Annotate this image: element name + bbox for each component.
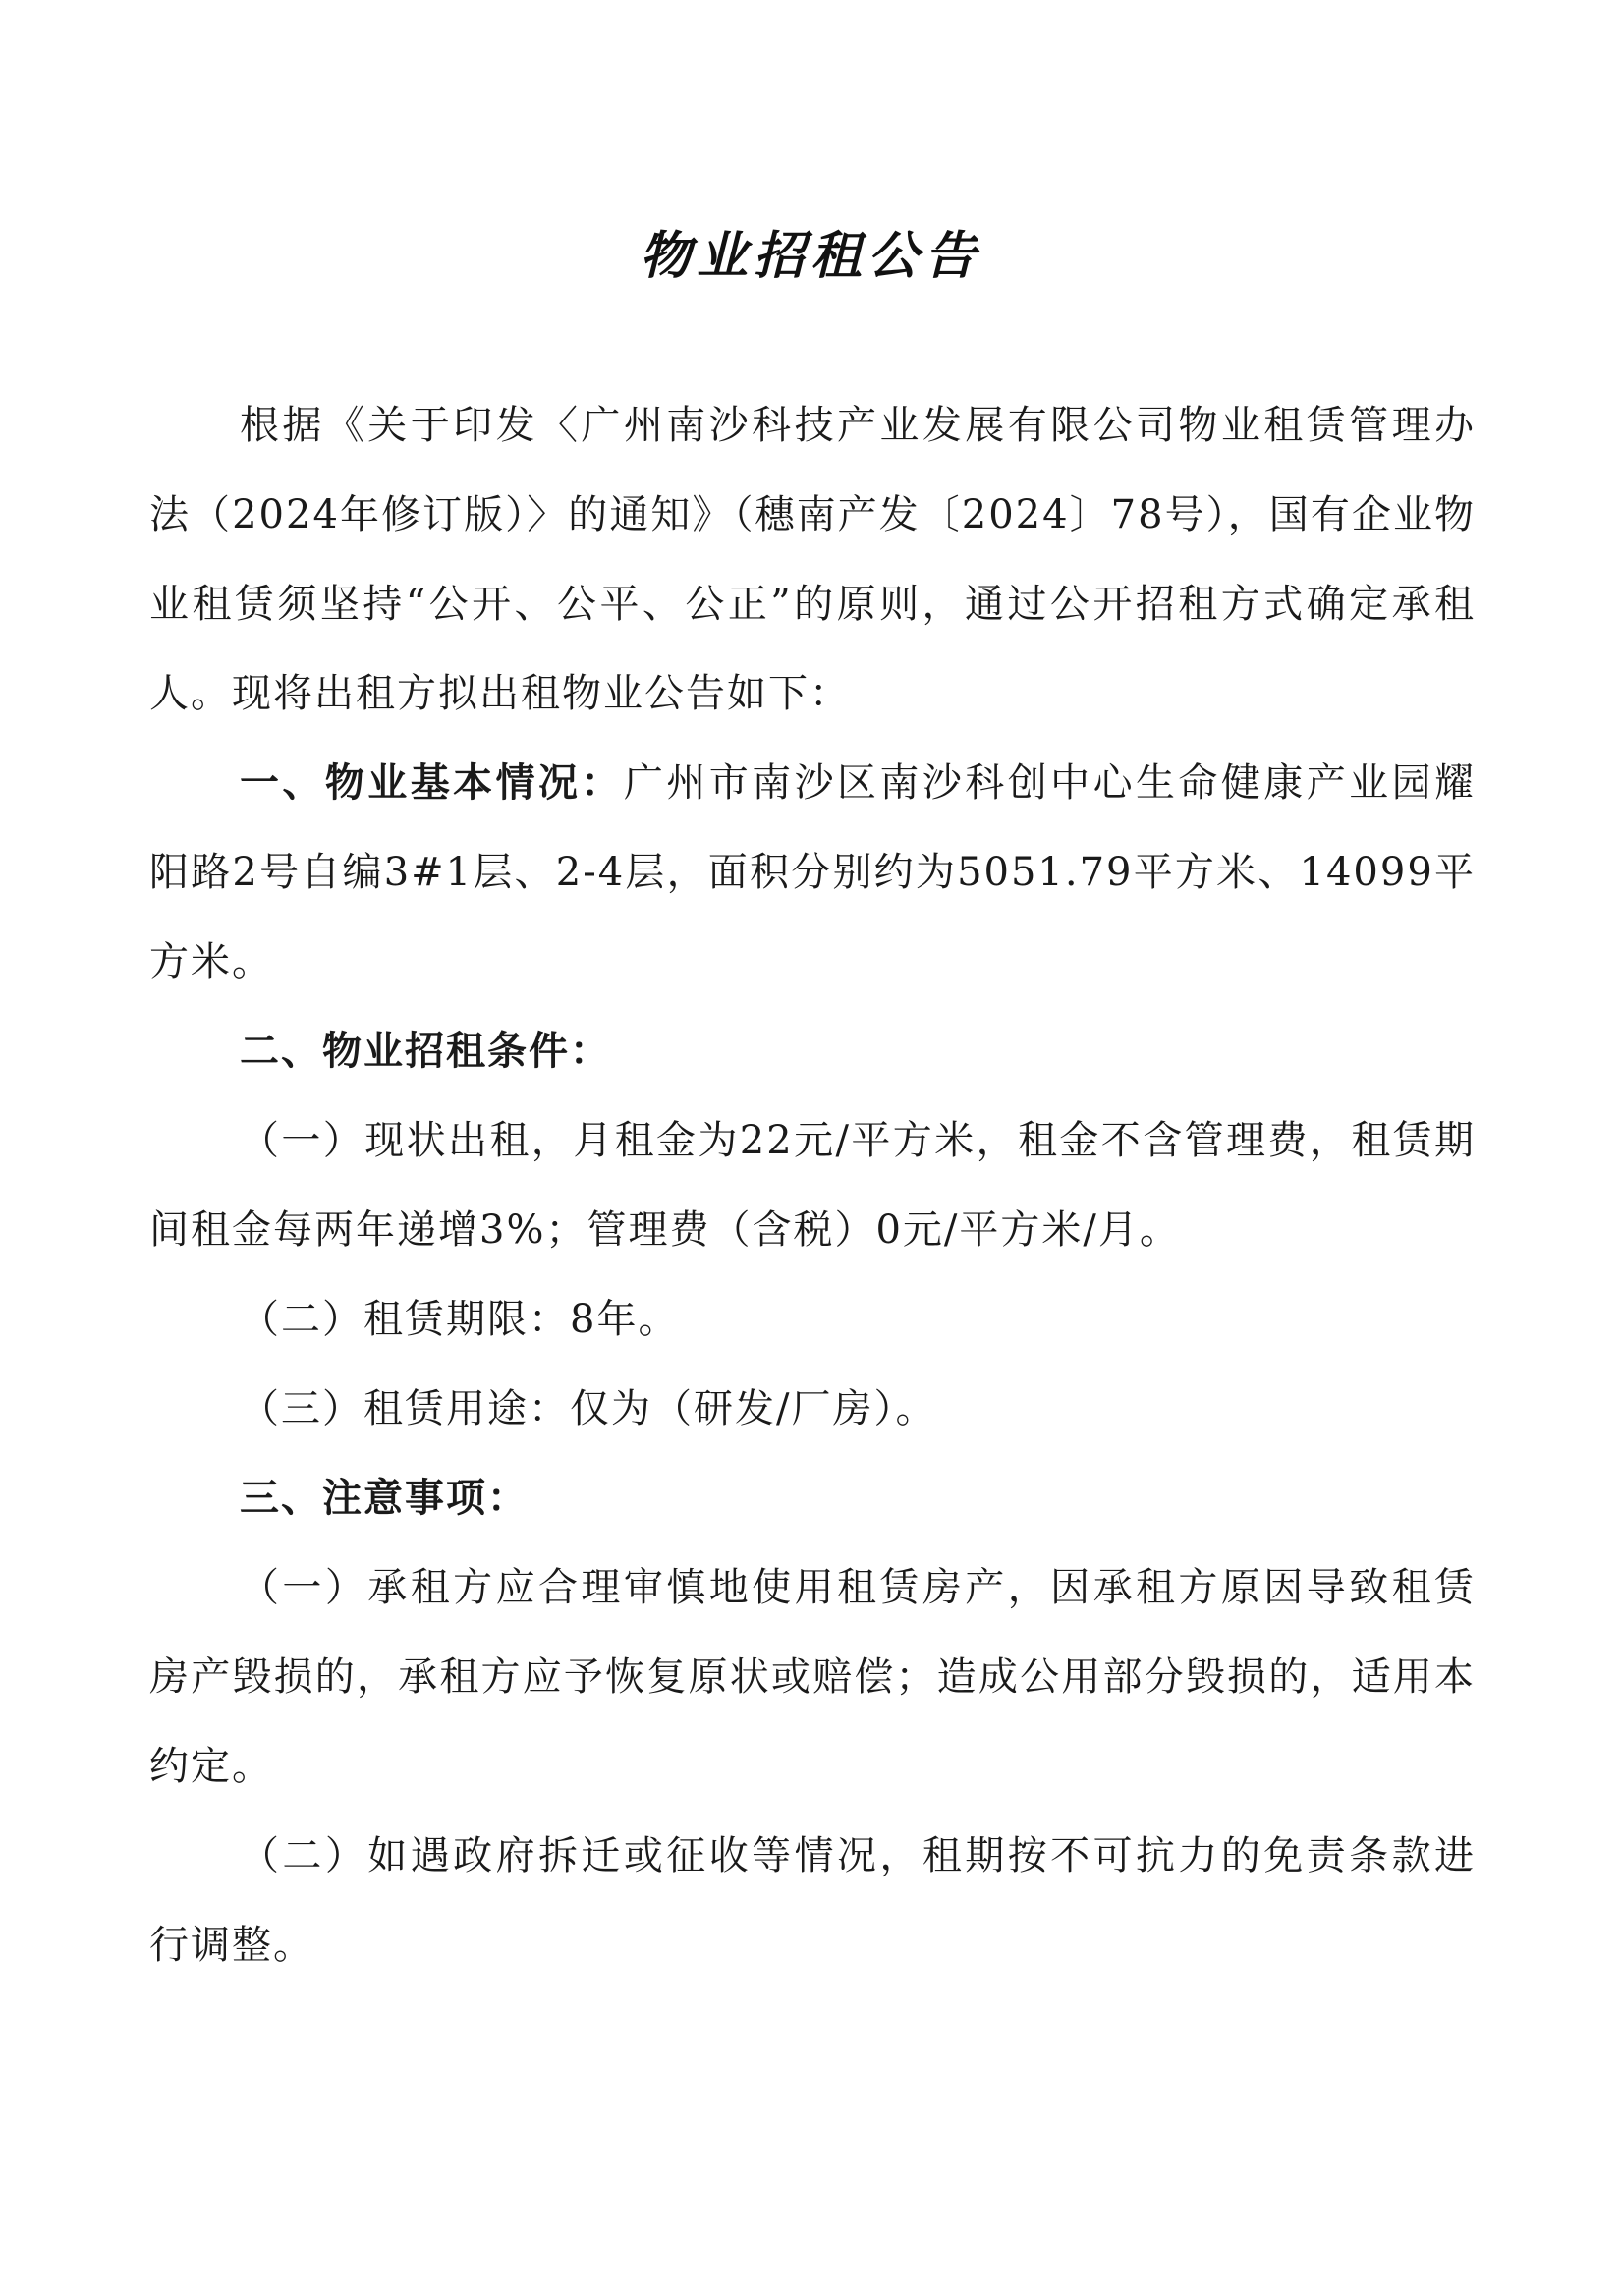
section-3-heading (149, 1454, 1476, 1543)
document-body (149, 381, 1476, 1990)
section-2-heading-text: 二、物业招租条件： (240, 1029, 611, 1074)
section-2-item-1: （一）现状出租，月租金为22元/平方米，租金不含管理费，租赁期间租金每两年递增3%；管理费（含税）0元/平方米/月。 (149, 1118, 1476, 1253)
section-3-item-2: （二）如遇政府拆迁或征收等情况，租期按不可抗力的免责条款进行调整。 (149, 1833, 1476, 1968)
section-2-heading (149, 1007, 1476, 1096)
section-1-paragraph (149, 739, 1476, 1007)
section-2-item-2: （二）租赁期限：8年。 (240, 1297, 680, 1342)
section-2-item-3: （三）租赁用途：仅为（研发/厂房）。 (240, 1386, 937, 1431)
section-1-heading: 一、物业基本情况： (240, 760, 624, 806)
intro-paragraph: 根据《关于印发〈广州南沙科技产业发展有限公司物业租赁管理办法（2024年修订版）〉的通知》（穗南产发〔2024〕78号），国有企业物业租赁须坚持“公开、公平、公正”的原则，通过公开招租方式确定承租人。现将出租方拟出租物业公告如下： (149, 403, 1476, 716)
section-3-item-1: （一）承租方应合理审慎地使用租赁房产，因承租方原因导致租赁房产毁损的，承租方应予恢复原状或赔偿；造成公用部分毁损的，适用本约定。 (149, 1565, 1476, 1789)
section-3-heading-text: 三、注意事项： (240, 1476, 529, 1521)
section-1-text: 广州市南沙区南沙科创中心生命健康产业园耀阳路2号自编3#1层、2-4层，面积分别约为5051.79平方米、14099平方米。 (149, 760, 1477, 984)
document-title: 物业招租公告 (639, 227, 981, 286)
